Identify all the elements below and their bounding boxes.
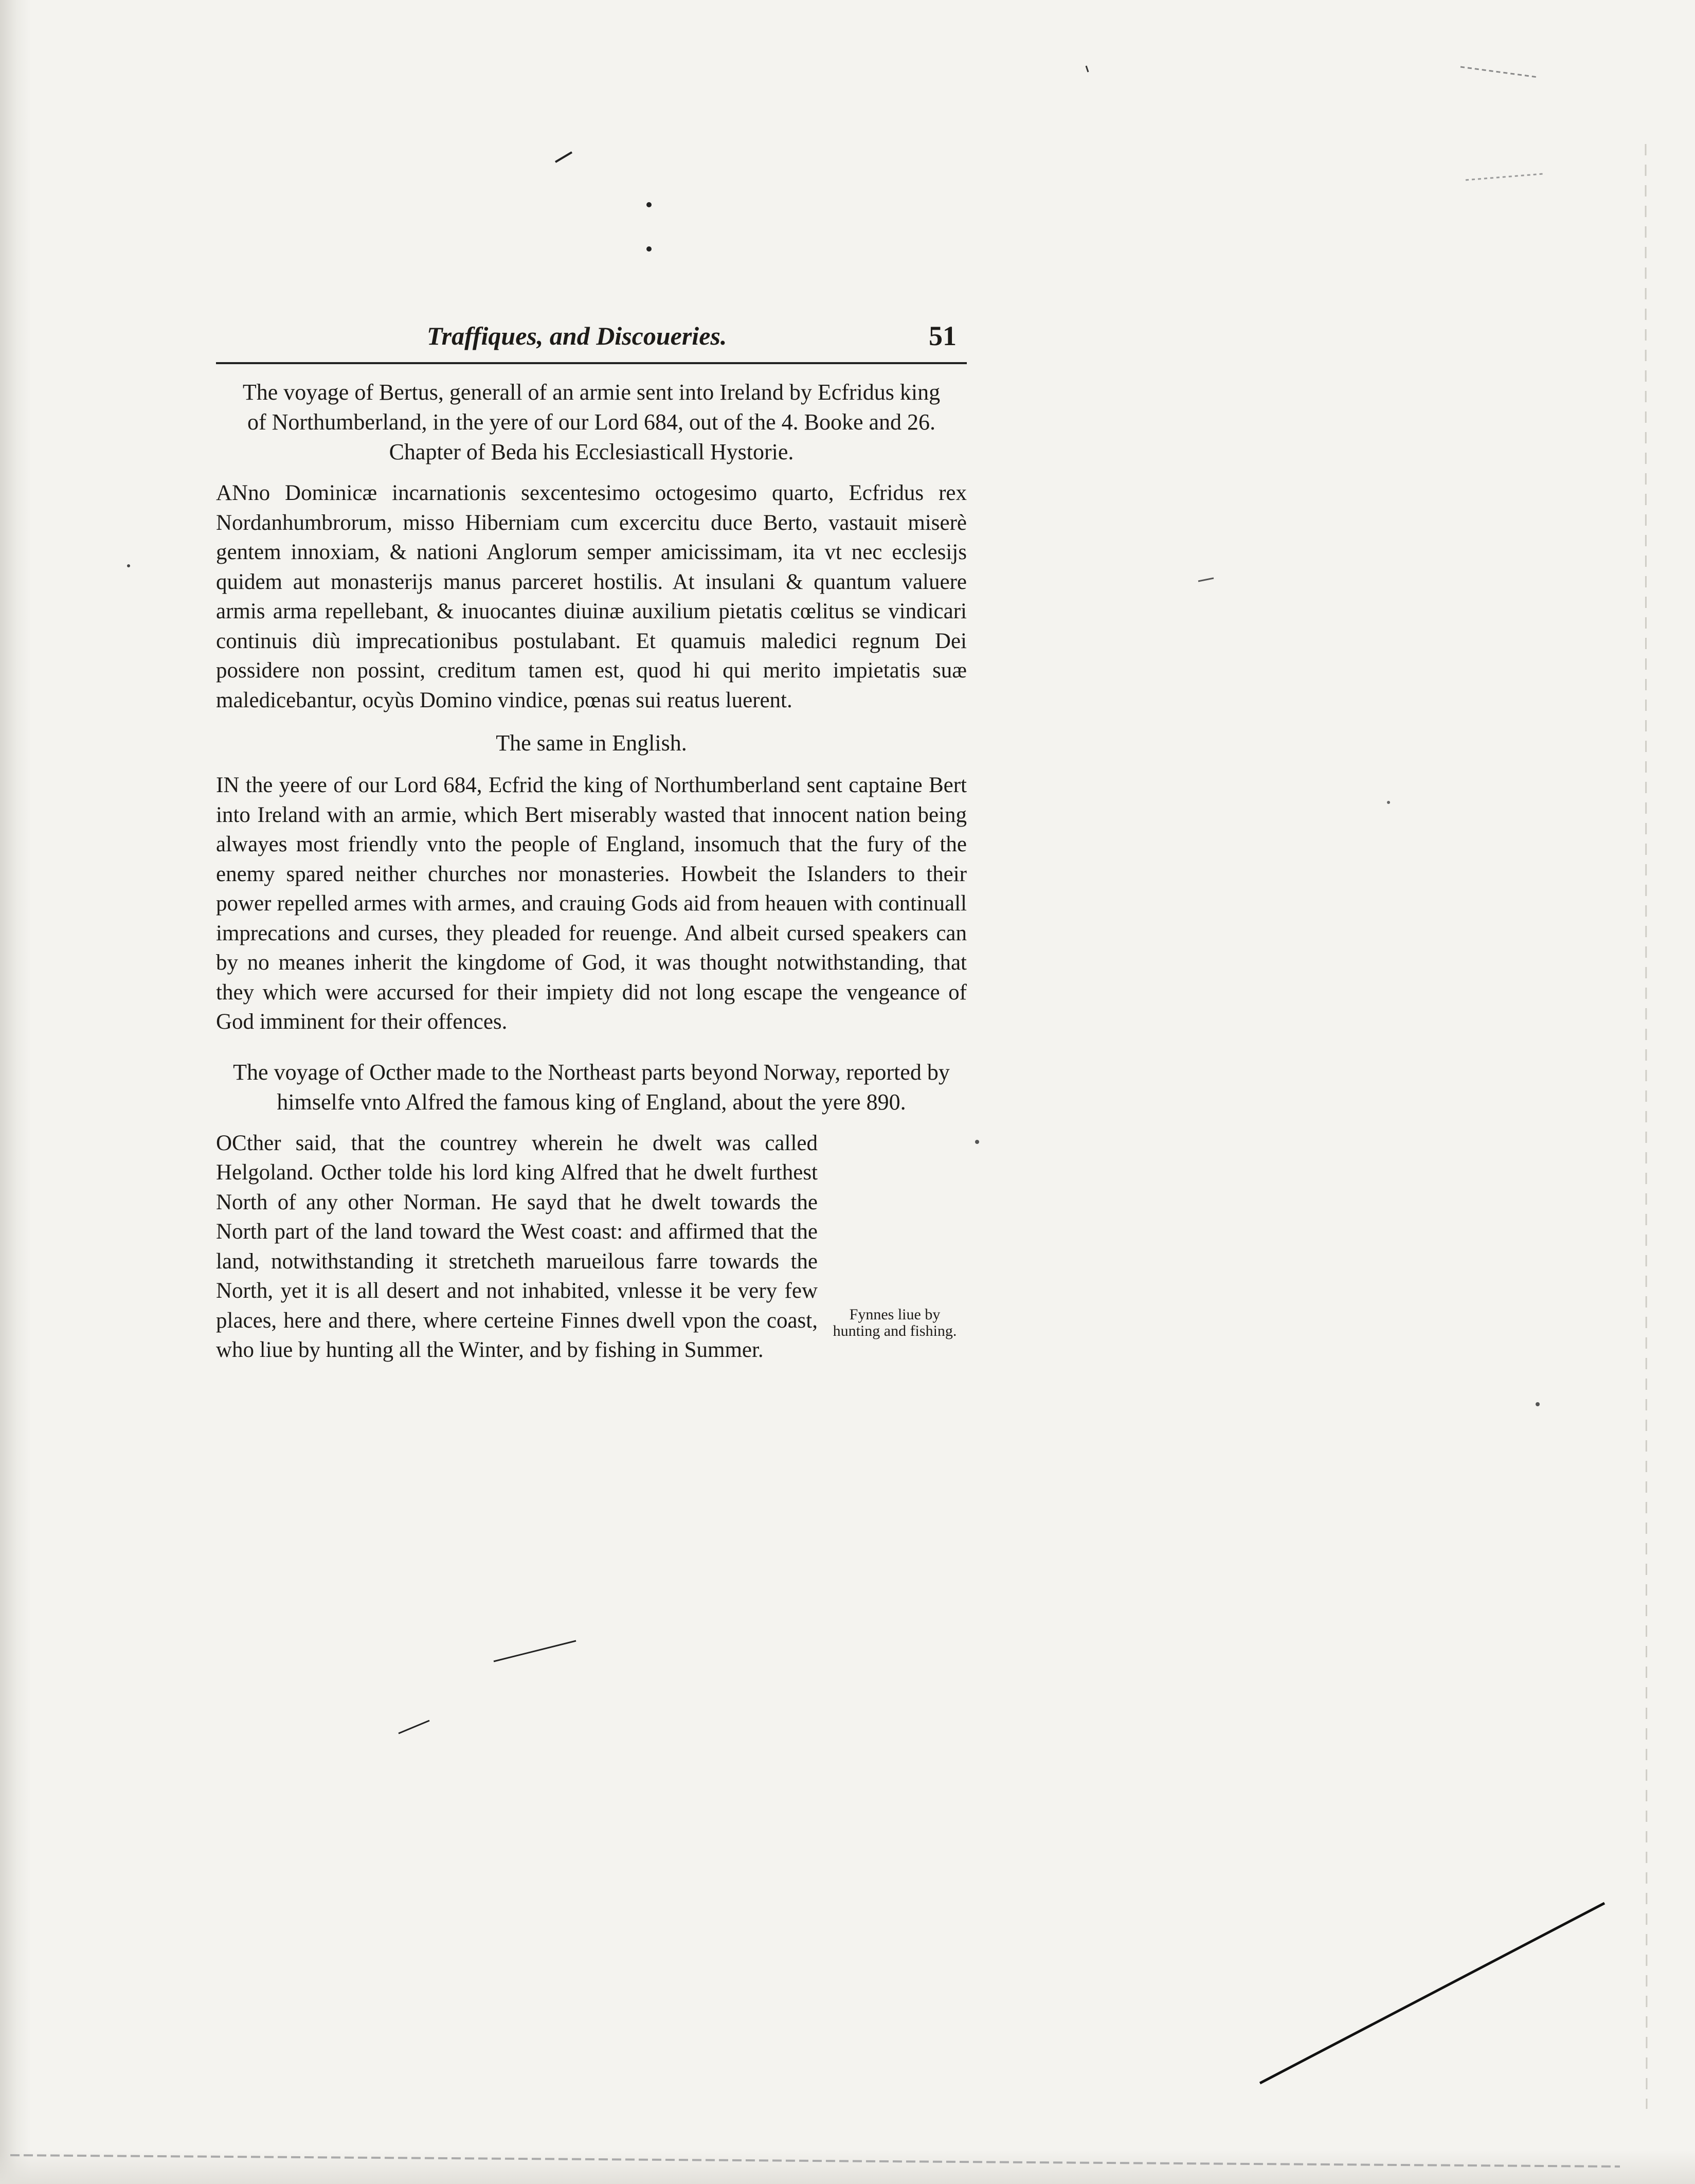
book-page	[216, 319, 967, 1365]
page-number: 51	[929, 320, 957, 351]
octher-block	[216, 1129, 967, 1365]
octher-text: OCther said, that the countrey wherein he dwelt was called Helgoland. Octher tolde his lord king Alfred that he dwelt furthest North of any other Norman. He sayd that he dwelt towards the North part of the land toward the West coast: and affirmed that the land, notwithstanding it stretcheth marueilous farre towards the North, yet it is all desert and not inhabited, vnlesse it be very few places, here and there, where certeine Finnes dwell vpon the coast, who liue by hunting all the Winter, and by fishing in Summer.	[216, 1131, 818, 1362]
bertus-heading: The voyage of Bertus, generall of an armie sent into Ireland by Ecfridus king of Northumberland, in the yere of our Lord 684, out of the 4. Booke and 26. Chapter of Beda his Ecclesiasticall Hystorie.	[242, 380, 941, 464]
margin-note: Fynnes liue by hunting and fishing.	[833, 1305, 957, 1339]
bertus-latin-text: ANno Dominicæ incarnationis sexcentesimo octogesimo quarto, Ecfridus rex Nordanhumbrorum, misso Hiberniam cum excercitu duce Berto, vastauit miserè gentem innoxiam, & nationi Anglorum semper amicissimam, ita vt nec ecclesijs quidem aut monasterijs manus parceret hostilis. At insulani & quantum valuere armis arma repellebant, & inuocantes diuinæ auxilium pietatis cœlitus se vindicari continuis diù imprecationibus postulabant. Et quamuis maledici regnum Dei possidere non possint, creditum tamen est, quod hi qui merito impietatis suæ maledicebantur, ocyùs Domino vindice, pœnas sui reatus luerent.	[216, 481, 967, 712]
running-head	[216, 319, 967, 364]
bertus-english-text: IN the yeere of our Lord 684, Ecfrid the king of Northumberland sent captaine Bert into Ireland with an armie, which Bert miserably wasted that innocent nation being alwayes most friendly vnto the people of England, insomuch that the fury of the enemy spared neither churches nor monasteries. Howbeit the Islanders to their power repelled armes with armes, and crauing Gods aid from heauen with continuall imprecations and curses, they pleaded for reuenge. And albeit cursed speakers can by no meanes inherit the kingdome of God, it was thought notwithstanding, that they which were accursed for their impiety did not long escape the vengeance of God imminent for their offences.	[216, 773, 967, 1034]
english-section-title: The same in English.	[496, 730, 687, 756]
octher-heading: The voyage of Octher made to the Northeast parts beyond Norway, reported by himselfe vnto Alfred the famous king of England, about the yere 890.	[233, 1059, 950, 1115]
running-title: Traffiques, and Discoueries.	[427, 321, 727, 350]
